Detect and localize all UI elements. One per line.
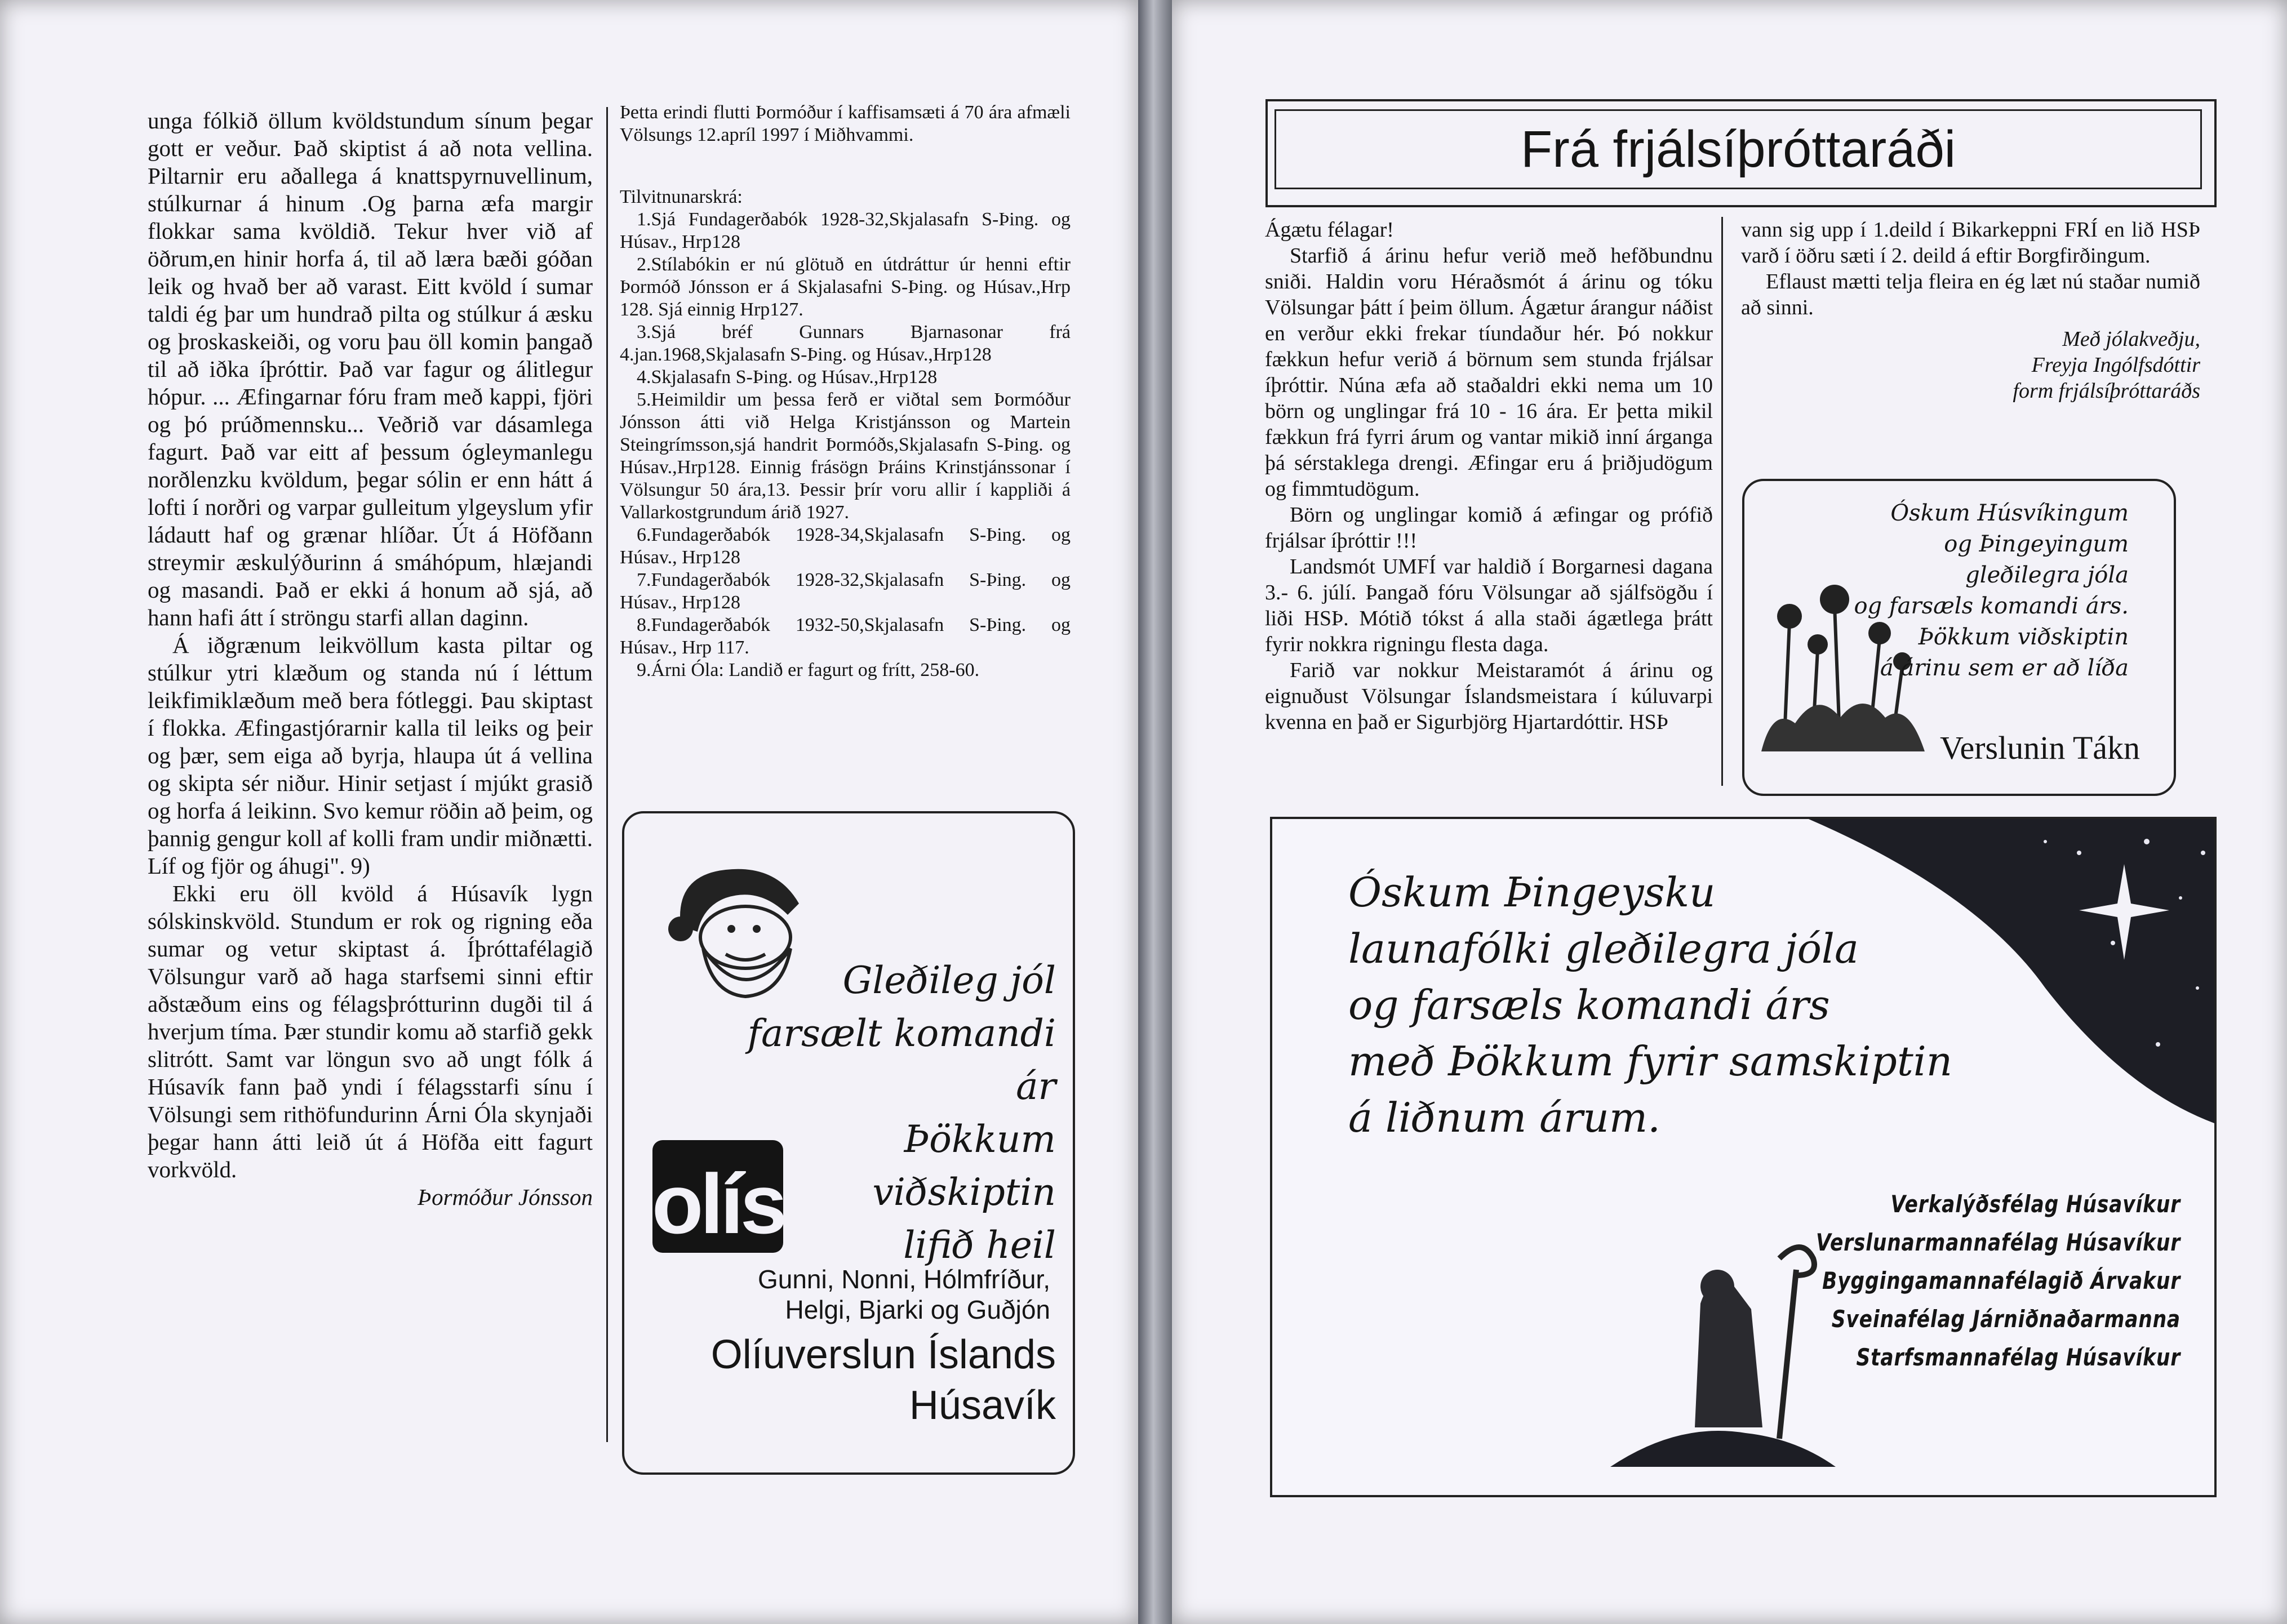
report-paragraph-1: Starfið á árinu hefur verið með hefðbundnu sniði. Haldin voru Héraðsmót á árinu og tóku Völsungar þátt í þeim öllum. Ágætur árangur náðist en verður ekki frekar tíundaður hér. Þó nokkur fækkun hefur verið á börnum sem stunda frjálsar íþróttir. Núna æfa að staðaldri ekki nema um 10 börn og unglingar frá 10 - 16 ára. Er þetta mikil fækkun frá fyrri árum og vantar mikið inní árganga þá sérstaklega drengi. Æfingar eru á þriðjudögum og fimmtudögum. xyxy=(1265,244,1713,501)
book-spine xyxy=(1138,0,1172,1624)
takn-line-1: Óskum Húsvíkingum xyxy=(1890,500,2129,526)
olis-staff-line-2: Helgi, Bjarki og Guðjón xyxy=(785,1295,1050,1324)
report-paragraph-6: Eflaust mætti telja fleira en ég læt nú staðar numið að sinni. xyxy=(1741,270,2200,319)
reference-item: 3.Sjá bréf Gunnars Bjarnasonar frá 4.jan.1968,Skjalasafn S-Þing. og Húsav.,Hrp128 xyxy=(620,322,1071,365)
union-name-4: Sveinafélag Járniðnaðarmanna xyxy=(1831,1305,2181,1333)
column-divider xyxy=(606,107,608,1442)
union-name-3: Byggingamannafélagið Árvakur xyxy=(1822,1267,2181,1294)
olis-greeting-line-3: Þökkum viðskiptin xyxy=(872,1118,1056,1214)
reference-item: 7.Fundagerðabók 1928-32,Skjalasafn S-Þing. og Húsav., Hrp128 xyxy=(620,569,1071,613)
olis-staff xyxy=(758,1264,1050,1325)
report-greeting: Ágætu félagar! xyxy=(1265,218,1394,242)
takn-greeting xyxy=(1854,498,2129,684)
signature-line-3: form frjálsíþróttaráðs xyxy=(2013,379,2200,403)
reference-item: 6.Fundagerðabók 1928-34,Skjalasafn S-Þing. og Húsav., Hrp128 xyxy=(620,524,1071,568)
article-paragraph-1: unga fólkið öllum kvöldstundum sínum þegar gott er veður. Það skiptist á að nota vellina. Piltarnir eru aðallega á knattspyrnuvellinum, stúlkurnar á hinum .Og þarna æfa margir flokkar sama kvöldið. Tekur hver við af öðrum,en hinir horfa á, til að læra bæði góðan leik og hvað ber að varast. Eitt kvöld í sumar taldi ég þar um hundrað pilta og stúlkur á æsku og þroskaskeiði, og voru þau öll komin þangað til að iðka íþróttir. Það var fagur og álitlegur hópur. ... Æfingarnar fóru fram með kappi, fjöri og þó prúðmennsku... Veðrið var dásamlega fagurt. Það var eitt af þessum ógleymanlegu norðlenzku kvöldum, þegar sólin er enn hátt á lofti í norðri og varpar gulleitum ylgeyslum yfir ládautt haf og grænar hlíðar. Út á Höfðann streymir æskulýðurinn á smáhópum, hlæjandi og masandi. Það er ekki á honum að sjá, að hann hafi átt í ströngu starfi allan daginn. xyxy=(148,108,593,630)
report-column-2 xyxy=(1741,217,2200,404)
takn-line-5: Þökkum viðskiptin xyxy=(1918,624,2129,650)
signature-line-2: Freyja Ingólfsdóttir xyxy=(2031,353,2200,377)
report-paragraph-4: Farið var nokkur Meistaramót á árinu og eignuðust Völsungar Íslandsmeistara í kúluvarpi kvenna en það er Sigurbjörg Hjartardóttir. HSÞ xyxy=(1265,659,1713,734)
takn-company: Verslunin Tákn xyxy=(1940,729,2140,766)
union-greeting-line-1: Óskum Þingeysku xyxy=(1348,869,1716,916)
takn-line-3: gleðilegra jóla xyxy=(1965,562,2129,588)
union-greeting-line-5: á liðnum árum. xyxy=(1348,1094,1660,1141)
references-column xyxy=(620,101,1071,682)
references-heading: Tilvitnunarskrá: xyxy=(620,186,743,207)
reference-item: 9.Árni Óla: Landið er fagurt og frítt, 258-60. xyxy=(637,660,980,680)
reference-item: 8.Fundagerðabók 1932-50,Skjalasafn S-Þing. og Húsav., Hrp 117. xyxy=(620,615,1071,658)
takn-line-2: og Þingeyingum xyxy=(1944,531,2129,557)
olis-greeting-line-2: farsælt komandi ár xyxy=(747,1012,1056,1108)
page-title xyxy=(1274,109,2202,189)
union-greeting xyxy=(1348,864,1952,1146)
olis-greeting-line-4: lifið heil xyxy=(903,1223,1056,1267)
article-signature: Þormóður Jónsson xyxy=(418,1184,593,1210)
olis-company: Olíuverslun Íslands xyxy=(710,1332,1056,1377)
report-signature xyxy=(1741,326,2200,404)
olis-staff-line-1: Gunni, Nonni, Hólmfríður, xyxy=(757,1265,1050,1294)
article-column xyxy=(148,107,593,1211)
reference-item: 5.Heimildir um þessa ferð er viðtal sem Þormóður Jónsson átti við Helga Kristjánsson og Martein Steingrímsson,sjá handrit Þormóðs,Skjalasafn S-Þing. og Húsav.,Hrp128. Einnig frásögn Þráins Krinstjánssonar í Völsungur 50 ára,13. Þessir þrír voru allir í kappliði á Vallarkostgrundum árið 1927. xyxy=(620,389,1071,523)
article-paragraph-2: Á iðgrænum leikvöllum kasta piltar og stúlkur ytri klæðum og standa nú í léttum leikfimiklæðum með bera fótleggi. Þau skiptast í flokka. Æfingastjórarnir kalla til leiks og þeir og þær, sem eiga að byrja, hlaupa út á vellina og skipta sér niður. Hinir setjast í mjúkt grasið og horfa á leikinn. Svo kemur röðin að þeim, og þannig gengur koll af kolli fram undir miðnætti. Líf og fjör og áhugi". 9) xyxy=(148,632,593,879)
report-paragraph-5: vann sig upp í 1.deild í Bikarkeppni FRÍ en lið HSÞ varð í öðru sæti í 2. deild á eftir Borgfirðingum. xyxy=(1741,218,2200,268)
olis-logo xyxy=(652,1140,783,1253)
olis-greeting-line-1: Gleðileg jól xyxy=(842,959,1056,1002)
union-name-2: Verslunarmannafélag Húsavíkur xyxy=(1815,1229,2181,1256)
reference-item: 2.Stílabókin er nú glötuð en útdráttur úr henni eftir Þormóð Jónsson er á Skjalasafni S-Þing. og Húsav.,Hrp 128. Sjá einnig Hrp127. xyxy=(620,254,1071,320)
references-list xyxy=(620,208,1071,682)
right-page xyxy=(1172,0,2287,1624)
union-ad xyxy=(1270,817,2217,1497)
report-paragraph-2: Börn og unglingar komið á æfingar og prófið frjálsar íþróttir !!! xyxy=(1265,503,1713,553)
speech-note: Þetta erindi flutti Þormóður í kaffisamsæti á 70 ára afmæli Völsungs 12.apríl 1997 í Miðhvammi. xyxy=(620,102,1071,145)
union-greeting-line-4: með Þökkum fyrir samskiptin xyxy=(1348,1038,1953,1085)
page-title-text: Frá frjálsíþróttaráði xyxy=(1520,120,1956,178)
olis-logo-text: olís xyxy=(651,1156,784,1251)
union-greeting-line-3: og farsæls komandi árs xyxy=(1348,981,1830,1029)
olis-town: Húsavík xyxy=(909,1383,1056,1428)
union-list xyxy=(1673,1185,2181,1377)
union-greeting-line-2: launafólki gleðilegra jóla xyxy=(1348,925,1859,972)
left-page xyxy=(0,0,1138,1624)
takn-ad xyxy=(1742,479,2176,796)
olis-greeting xyxy=(740,954,1056,1272)
reference-item: 1.Sjá Fundagerðabók 1928-32,Skjalasafn S-Þing. og Húsav., Hrp128 xyxy=(620,209,1071,252)
column-divider-right xyxy=(1721,217,1723,786)
report-column-1 xyxy=(1265,217,1713,735)
takn-line-4: og farsæls komandi árs. xyxy=(1854,593,2129,619)
signature-line-1: Með jólakveðju, xyxy=(2062,327,2200,351)
reference-item: 4.Skjalasafn S-Þing. og Húsav.,Hrp128 xyxy=(637,367,938,388)
article-paragraph-3: Ekki eru öll kvöld á Húsavík lygn sólskinskvöld. Stundum er rok og rigning eða sumar og vetur skiptast á. Íþróttafélagið Völsungur varð að haga starfsemi sinni eftir aðstæðum eins og félagsþrótturinn dugði til á hverjum tíma. Þær stundir komu að starfið gekk slitrótt. Samt var löngun svo að ungt fólk á Húsavík fann það yndi í félagsstarfi sínu í Völsungi sem rithöfundurinn Árni Óla skynjaði þegar hann átti leið út á Höfða eitt fagurt vorkvöld. xyxy=(148,880,593,1182)
takn-line-6: á árinu sem er að líða xyxy=(1880,655,2129,681)
union-name-1: Verkalýðsfélag Húsavíkur xyxy=(1890,1190,2181,1218)
union-name-5: Starfsmannafélag Húsavíkur xyxy=(1856,1343,2181,1371)
olis-ad xyxy=(622,811,1075,1475)
report-paragraph-3: Landsmót UMFÍ var haldið í Borgarnesi dagana 3.- 6. júlí. Þangað fóru Völsungar að sjálfsögðu í liði HSÞ. Mótið tókst á alla staði ágætlega þrátt fyrir nokkra rigningu flesta daga. xyxy=(1265,555,1713,656)
